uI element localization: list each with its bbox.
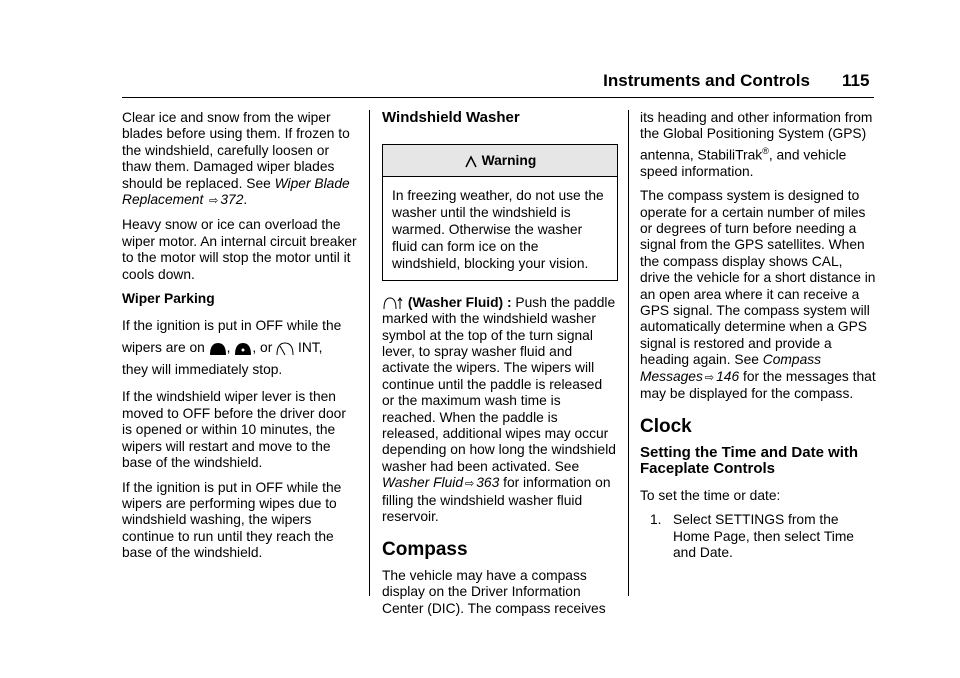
washer-fluid-icon — [382, 295, 404, 311]
page-ref-number[interactable]: 372 — [220, 192, 244, 208]
setting-time-date-heading: Setting the Time and Date with Faceplate Controls — [640, 443, 859, 478]
page-header-title: Instruments and Controls — [603, 71, 810, 90]
paragraph-washer-fluid: (Washer Fluid) : Push the paddle marked with the windshield washer symbol at the top of the turn signal lever, to spray washer fluid and activate the wipers. The wipers will continue until the paddle is released or the maximum wash time is reached. When the paddle is released, additional wipes may occur depending on how long the windshield washer had been activated. See Washer Fluid ⇨ 363 for information on filling the windshield washer fluid reservoir. — [382, 294, 616, 525]
list-number: 1. — [650, 512, 662, 528]
page-ref-number[interactable]: 146 — [716, 368, 740, 384]
wiper-parking-heading: Wiper Parking — [122, 291, 215, 307]
windshield-washer-heading: Windshield Washer — [382, 109, 520, 126]
compass-messages-link[interactable]: Compass Messages — [640, 352, 822, 384]
compass-heading: Compass — [382, 538, 468, 560]
page-number: 115 — [842, 71, 870, 90]
wiper-blade-replacement-link[interactable]: Wiper Blade Replacement — [122, 175, 350, 208]
wiper-int-icon — [276, 341, 294, 357]
paragraph-compass-calibration: The compass system is designed to operate for a certain number of miles or degrees of turn before needing a signal from the GPS satellites. When the compass display shows CAL, drive the vehicle for a short distance in an open area where it can receive a GPS signal. The compass system will automatically determine when a GPS signal is restored and provide a heading again. See Compass Messages ⇨ 146 for the messages that may be displayed for the compass. — [640, 188, 876, 402]
column-2 — [382, 110, 618, 625]
column-divider-2 — [628, 110, 629, 596]
paragraph-ignition-off: If the ignition is put in OFF while the wipers are on , , or INT, they will immediately stop. — [122, 318, 342, 378]
header-rule — [122, 97, 874, 98]
page-ref-number[interactable]: 363 — [476, 475, 500, 491]
clock-heading: Clock — [640, 415, 692, 437]
paragraph-wiper-clear: Clear ice and snow from the wiper blades before using them. If frozen to the windshield, carefully loosen or thaw them. Damaged wiper blades should be replaced. See Wiper Blade Replacement ⇨ 372. — [122, 110, 350, 208]
paragraph-washing-wipes: If the ignition is put in OFF while the wipers are performing wipes due to windshield washing, the wipers continue to run until they reach the base of the windshield. — [122, 479, 342, 561]
paragraph-heavy-snow: Heavy snow or ice can overload the wiper motor. An internal circuit breaker to the motor will stop the motor until it cools down. — [122, 217, 357, 282]
page-ref-arrow-icon: ⇨ — [209, 195, 219, 208]
wiper-low-icon — [234, 341, 252, 357]
paragraph-compass: The vehicle may have a compass display on the Driver Information Center (DIC). The compass receives — [382, 567, 606, 616]
wiper-high-icon — [209, 341, 227, 357]
warning-icon — [464, 155, 478, 169]
warning-header: Warning — [383, 145, 617, 176]
warning-text: In freezing weather, do not use the washer until the windshield is warmed. Otherwise the washer fluid can form ice on the windshield, blocking your vision. — [392, 187, 604, 271]
paragraph-compass-heading-info: its heading and other information from the Global Positioning System (GPS) antenna, StabiliTrak®, and vehicle speed information. — [640, 110, 873, 179]
paragraph-lever-off: If the windshield wiper lever is then moved to OFF before the driver door is opened or within 10 minutes, the wipers will restart and move to the base of the windshield. — [122, 389, 346, 471]
set-intro: To set the time or date: — [640, 487, 781, 503]
list-item — [650, 512, 876, 561]
column-3 — [640, 110, 876, 561]
page-ref-arrow-icon: ⇨ — [465, 478, 475, 491]
page-ref-arrow-icon: ⇨ — [704, 371, 715, 384]
column-1 — [122, 110, 358, 570]
column-divider-1 — [369, 110, 370, 596]
warning-box — [382, 144, 618, 280]
washer-fluid-link[interactable]: Washer Fluid — [382, 475, 464, 491]
list-text: Select SETTINGS from the Home Page, then select Time and Date. — [673, 512, 854, 560]
